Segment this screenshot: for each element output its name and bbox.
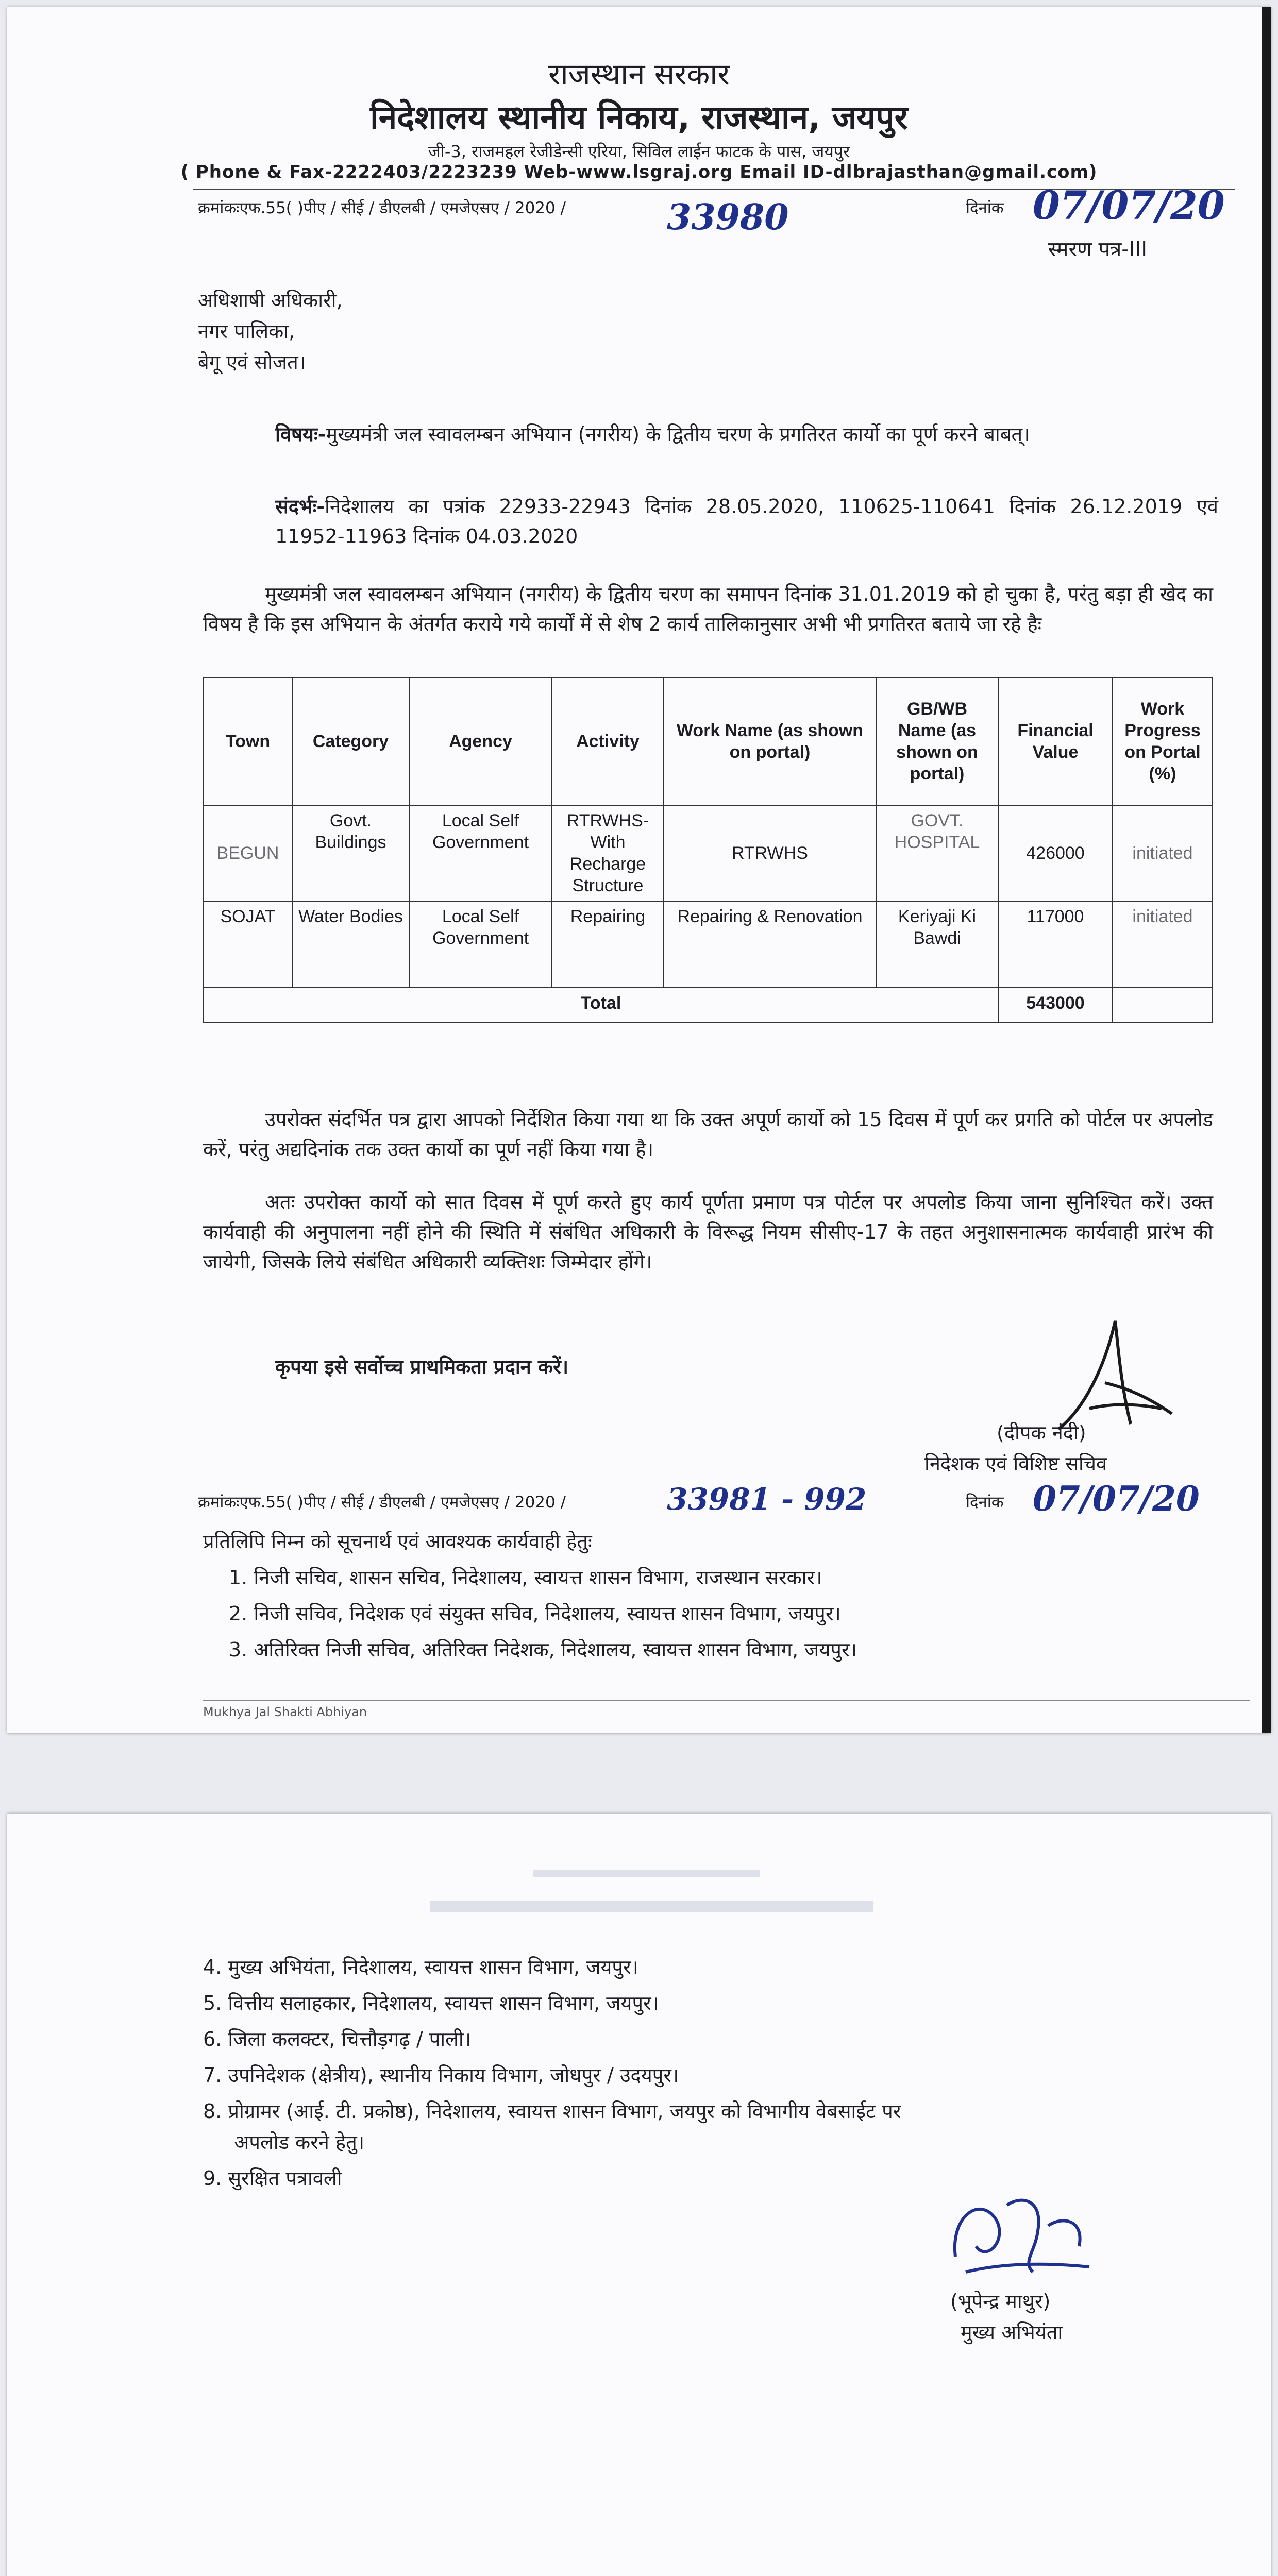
cell-category: Water Bodies: [292, 901, 409, 988]
copy-item-6: 6. जिला कलक्टर, चित्तौड़गढ़ / पाली।: [203, 2028, 472, 2050]
subject-label: विषयः-: [275, 423, 326, 446]
cell-activity: RTRWHS-With Recharge Structure: [552, 805, 664, 901]
table-row: [204, 805, 1213, 901]
page-2-signer-name: (भूपेन्द्र माथुर): [950, 2290, 1051, 2313]
copy-reference-prefix: क्रमांकःएफ.55( )पीए / सीई / डीएलबी / एमजेएसए / 2020 /: [198, 1493, 566, 1512]
copy-reference-handwritten: 33981 - 992: [667, 1482, 867, 1517]
signer-name: (दीपक नंदी): [997, 1421, 1086, 1444]
cell-agency: Local Self Government: [409, 805, 552, 901]
paragraph-1: मुख्यमंत्री जल स्वावलम्बन अभियान (नगरीय) के द्वितीय चरण का समापन दिनांक 31.01.2019 को हो चुका है, परंतु बड़ा ही खेद का विषय है कि इस अभियान के अंतर्गत कराये गये कार्यों में से शेष 2 कार्य तालिकानुसार अभी भी प्रगतिरत बताये जा रहे हैः: [203, 583, 1213, 635]
col-category: Category: [292, 677, 409, 805]
recipient-line-2: नगर पालिका,: [198, 320, 295, 343]
letter-page-1: [7, 7, 1271, 1733]
date-label: दिनांक: [966, 199, 1004, 217]
col-gbwb-name: GB/WB Name (as shown on portal): [876, 677, 998, 805]
reference-label: संदर्भः-: [275, 495, 325, 518]
copy-item-3: 3. अतिरिक्त निजी सचिव, अतिरिक्त निदेशक, निदेशालय, स्वायत्त शासन विभाग, जयपुर।: [229, 1638, 857, 1661]
copy-item-4: 4. मुख्य अभियंता, निदेशालय, स्वायत्त शासन विभाग, जयपुर।: [203, 1956, 638, 1978]
copy-item-2: 2. निजी सचिव, निदेशक एवं संयुक्त सचिव, निदेशालय, स्वायत्त शासन विभाग, जयपुर।: [229, 1602, 841, 1625]
bleed-through-line: [430, 1901, 873, 1912]
copy-item-1: 1. निजी सचिव, शासन सचिव, निदेशालय, स्वायत्त शासन विभाग, राजस्थान सरकार।: [229, 1566, 822, 1589]
reference-text: निदेशालय का पत्रांक 22933-22943 दिनांक 28.05.2020, 110625-110641 दिनांक 26.12.2019 एवं 11952-11963 दिनांक 04.03.2020: [275, 495, 1218, 548]
letter-page-2: [7, 1814, 1271, 2576]
signer-title: निदेशक एवं विशिष्ट सचिव: [924, 1452, 1107, 1475]
cell-gbwb-name: GOVT. HOSPITAL: [876, 805, 998, 901]
date-handwritten: 07/07/20: [1033, 182, 1225, 228]
reference-number-handwritten: 33980: [667, 197, 789, 238]
cell-work-progress: initiated: [1113, 901, 1213, 988]
footer-rule: [203, 1700, 1250, 1701]
copy-date-label: दिनांक: [966, 1493, 1004, 1512]
directorate-title: निदेशालय स्थानीय निकाय, राजस्थान, जयपुर: [370, 99, 908, 137]
cell-activity: Repairing: [552, 901, 664, 988]
cell-category: Govt. Buildings: [292, 805, 409, 901]
copy-item-5: 5. वित्तीय सलाहकार, निदेशालय, स्वायत्त शासन विभाग, जयपुर।: [203, 1992, 659, 2014]
copy-intro: प्रतिलिपि निम्न को सूचनार्थ एवं आवश्यक कार्यवाही हेतुः: [203, 1530, 592, 1553]
reference-number-prefix: क्रमांकःएफ.55( )पीए / सीई / डीएलबी / एमजेएसए / 2020 /: [198, 199, 566, 217]
government-title: राजस्थान सरकार: [548, 57, 730, 92]
col-agency: Agency: [409, 677, 552, 805]
table-header-row: [204, 677, 1213, 805]
total-blank: [1113, 988, 1213, 1023]
page-1-footer-text: Mukhya Jal Shakti Abhiyan: [203, 1705, 367, 1719]
table-row: [204, 901, 1213, 988]
cell-financial-value: 426000: [998, 805, 1113, 901]
cell-financial-value: 117000: [998, 901, 1113, 988]
cell-town: SOJAT: [204, 901, 292, 988]
chief-engineer-signature: [935, 2174, 1105, 2293]
subject-text: मुख्यमंत्री जल स्वावलम्बन अभियान (नगरीय) के द्वितीय चरण के प्रगतिरत कार्यो का पूर्ण करने बाबत्।: [326, 423, 1030, 446]
priority-request: कृपया इसे सर्वोच्च प्राथमिकता प्रदान करें।: [275, 1355, 569, 1378]
reminder-label: स्मरण पत्र-III: [1048, 238, 1148, 261]
paragraph-3: अतः उपरोक्त कार्यो को सात दिवस में पूर्ण करते हुए कार्य पूर्णता प्रमाण पत्र पोर्टल पर अपलोड किया जाना सुनिश्चित करें। उक्त कार्यवाही की अनुपालना नहीं होने की स्थिति में संबंधित अधिकारी के विरूद्ध नियम सीसीए-17 के तहत अनुशासनात्मक कार्यवाही प्रारंभ की जायेगी, जिसके लिये संबंधित अधिकारी व्यक्तिशः जिम्मेदार होंगे।: [203, 1191, 1213, 1273]
reference: [275, 492, 1218, 551]
copy-item-8: 8. प्रोग्रामर (आई. टी. प्रकोष्ठ), निदेशालय, स्वायत्त शासन विभाग, जयपुर को विभागीय वेबसाईट पर: [203, 2100, 901, 2123]
cell-work-name: RTRWHS: [664, 805, 876, 901]
recipient-line-1: अधिशाषी अधिकारी,: [198, 289, 343, 312]
copy-date-handwritten: 07/07/20: [1033, 1479, 1200, 1519]
cell-agency: Local Self Government: [409, 901, 552, 988]
copy-item-8-continued: अपलोड करने हेतु।: [203, 2131, 365, 2154]
works-table: [203, 677, 1213, 1023]
cell-town: BEGUN: [204, 805, 292, 901]
contact-line: ( Phone & Fax-2222403/2223239 Web-www.lsgraj.org Email ID-dlbrajasthan@gmail.com): [180, 162, 1098, 182]
cell-work-progress: initiated: [1113, 805, 1213, 901]
page-2-signer-title: मुख्य अभियंता: [961, 2321, 1063, 2344]
col-financial-value: Financial Value: [998, 677, 1113, 805]
total-value: 543000: [998, 988, 1113, 1023]
bleed-through-line: [533, 1870, 760, 1877]
copy-item-9: 9. सुरक्षित पत्रावली: [203, 2167, 342, 2190]
copy-item-7: 7. उपनिदेशक (क्षेत्रीय), स्थानीय निकाय विभाग, जोधपुर / उदयपुर।: [203, 2064, 679, 2087]
col-work-progress: Work Progress on Portal (%): [1113, 677, 1213, 805]
directorate-address: जी-3, राजमहल रेजीडेन्सी एरिया, सिविल लाईन फाटक के पास, जयपुर: [428, 142, 850, 161]
table-total-row: [204, 988, 1213, 1023]
col-work-name: Work Name (as shown on portal): [664, 677, 876, 805]
cell-gbwb-name: Keriyaji Ki Bawdi: [876, 901, 998, 988]
recipient-line-3: बेगू एवं सोजत।: [198, 351, 306, 374]
subject: [275, 419, 1218, 449]
scan-edge-shadow: [1262, 7, 1271, 1733]
paragraph-2: उपरोक्त संदर्भित पत्र द्वारा आपको निर्देशित किया गया था कि उक्त अपूर्ण कार्यो को 15 दिवस में पूर्ण कर प्रगति को पोर्टल पर अपलोड करें, परंतु अद्यदिनांक तक उक्त कार्यो का पूर्ण नहीं किया गया है।: [203, 1108, 1213, 1161]
cell-work-name: Repairing & Renovation: [664, 901, 876, 988]
total-label: Total: [204, 988, 998, 1023]
col-town: Town: [204, 677, 292, 805]
col-activity: Activity: [552, 677, 664, 805]
